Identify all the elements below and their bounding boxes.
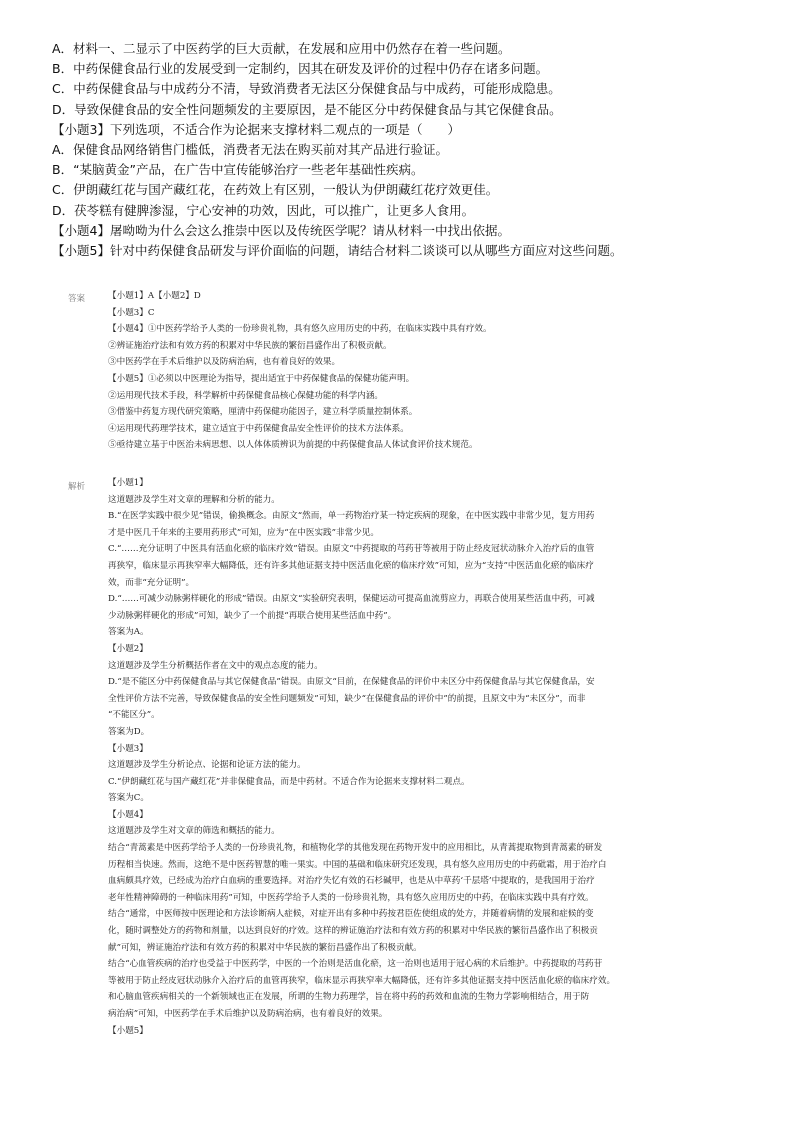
question-line: D．导致保健食品的安全性问题频发的主要原因，是不能区分中药保健食品与其它保健食品。 [52,101,562,117]
analysis-line: 血病颇具疗效，已经成为治疗白血病的重要选择。对治疗失忆有效的石杉碱甲，也是从中草药‘千层塔’中提取的，是我国用于治疗 [108,876,595,887]
answer-line: ②运用现代技术手段，科学解析中药保健食品核心保健功能的科学内涵。 [108,390,384,401]
answer-line: ④运用现代药理学技术，建立适宜于中药保健食品安全性评价的技术方法体系。 [108,423,409,434]
analysis-block [108,475,776,1039]
analysis-line: 【小题5】 [108,1025,148,1036]
analysis-line: 全性评价方法不完善，导致保健食品的安全性问题频发”可知，缺少“在保健食品的评价中”的前提，且原文中为“未区分”，而非 [108,693,586,704]
analysis-line: 才是中医几千年来的主要用药形式”可知，应为“在中医实践”非常少见。 [108,527,379,538]
analysis-line: C.“……充分证明了中医具有活血化瘀的临床疗效”错误。由原文“中药提取的芎药苷等被用于防止经皮冠状动脉介入治疗后的血管 [108,544,595,555]
analysis-line: 这道题涉及学生分析论点、论据和论证方法的能力。 [108,760,306,771]
question-line: D．茯苓糕有健脾渗湿，宁心安神的功效，因此，可以推广，让更多人食用。 [52,202,475,218]
analysis-line: 少动脉粥样硬化的形成”可知，缺少了一个前提“再联合使用某些活血中药”。 [108,610,397,621]
analysis-line: 结合“通常，中医师按中医理论和方法诊断病人症候，对症开出有多种中药按君臣佐使组成的处方，并随着病情的发展和症候的变 [108,909,594,920]
analysis-line: B.“在医学实践中很少见”错误，偷换概念。由原文“然而，单一药物治疗某一特定疾病的现象，在中医实践中非常少见，复方用药 [108,511,595,522]
analysis-line: 答案为C。 [108,793,149,804]
question-line: A．材料一、二显示了中医药学的巨大贡献，在发展和应用中仍然存在着一些问题。 [52,41,511,56]
answer-line: 【小题3】C [108,307,155,318]
analysis-line: 【小题2】 [108,643,148,654]
analysis-line: 效，而非“充分证明”。 [108,577,195,588]
analysis-line: 【小题4】 [108,809,148,820]
analysis-line: 等被用于防止经皮冠状动脉介入治疗后的血管再狭窄，临床显示再狭窄率大幅降低，还有许多其他证据支持中医活血化瘀的临床疗效。 [108,975,616,986]
answer-line: ⑤亟待建立基于中医治未病思想、以人体体质辨识为前提的中药保健食品人体试食评价技术规范。 [108,440,478,451]
analysis-line: 这道题涉及学生分析概括作者在文中的观点态度的能力。 [108,660,323,671]
analysis-line: 这道题涉及学生对文章的理解和分析的能力。 [108,494,280,505]
analysis-line: 历程相当快速。然而，这绝不是中医药智慧的唯一果实。中国的基础和临床研究还发现，具有悠久应用历史的中药砒霜，用于治疗白 [108,859,607,870]
analysis-line: D.“是不能区分中药保健食品与其它保健食品”错误。由原文“目前，在保健食品的评价中未区分中药保健食品与其它保健食品，安 [108,677,595,688]
answer-line: 【小题1】A【小题2】D [108,291,201,301]
analysis-line: 这道题涉及学生对文章的筛选和概括的能力。 [108,826,280,837]
answer-block [108,288,776,454]
analysis-line: 再狭窄，临床显示再狭窄率大幅降低，还有许多其他证据支持中医活血化瘀的临床疗效”可知，应为“支持”中医活血化瘀的临床疗 [108,560,594,571]
analysis-line: 答案为D。 [108,726,150,737]
answer-line: ③中医药学在手术后维护以及防病治病，也有着良好的效果。 [108,357,341,368]
question-line: 【小题5】针对中药保健食品研发与评价面临的问题，请结合材料二谈谈可以从哪些方面应对这些问题。 [52,242,623,258]
analysis-line: 化，随时调整处方的药物和剂量，以达到良好的疗效。这样的辨证施治疗法和有效方药的积累对中华民族的繁衍昌盛作出了积极贡 [108,926,598,937]
analysis-line: 献”可知，辨证施治疗法和有效方药的积累对中华民族的繁衍昌盛作出了积极贡献。 [108,942,422,953]
answer-line: ③借鉴中药复方现代研究策略，厘清中药保健功能因子，建立科学质量控制体系。 [108,407,418,418]
question-line: C．中药保健食品与中成药分不清，导致消费者无法区分保健食品与中成药，可能形成隐患。 [52,81,561,97]
question-line: B．中药保健食品行业的发展受到一定制约，因其在研发及评价的过程中仍存在诸多问题。 [52,61,549,77]
analysis-line: “不能区分”。 [108,710,160,721]
question-line: 【小题4】屠呦呦为什么会这么推崇中医以及传统医学呢？请从材料一中找出依据。 [52,222,510,238]
analysis-label: 解析 [68,482,86,492]
analysis-line: 和心脑血管疾病相关的一个新领域也正在发展，所谓的生物力药理学，旨在将中药的药效和血流的生物力学影响相结合，用于防 [108,992,590,1003]
analysis-line: 【小题3】 [108,743,148,754]
question-block [52,39,772,261]
analysis-line: 老年性精神障碍的一种临床用药”可知，中医药学给予人类的一份珍贵礼物，具有悠久应用历史的中药，在临床实践中具有疗效。 [108,892,594,903]
analysis-line: D.“……可减少动脉粥样硬化的形成”错误。由原文“实验研究表明，保健运动可提高血流剪应力，再联合使用某些活血中药，可减 [108,594,595,605]
answer-label: 答案 [68,294,86,304]
answer-line: 【小题4】①中医药学给予人类的一份珍贵礼物，具有悠久应用历史的中药，在临床实践中具有疗效。 [108,324,492,335]
analysis-line: 病治病”可知，中医药学在手术后维护以及防病治病，也有着良好的效果。 [108,1009,388,1019]
analysis-line: C.“伊朗藏红花与国产藏红花”并非保健食品，而是中药材。不适合作为论据来支撑材料二观点。 [108,776,470,787]
analysis-line: 【小题1】 [108,478,148,488]
question-line: B．“某脑黄金”产品，在广告中宣传能够治疗一些老年基础性疾病。 [52,162,424,178]
question-line: C．伊朗藏红花与国产藏红花，在药效上有区别，一般认为伊朗藏红花疗效更佳。 [52,182,499,198]
analysis-line: 答案为A。 [108,627,149,638]
analysis-line: 结合“青蒿素是中医药学给予人类的一份珍贵礼物，和植物化学的其他发现在药物开发中的应用相比，从青蒿提取物到青蒿素的研发 [108,843,603,854]
question-line: 【小题3】下列选项，不适合作为论据来支撑材料二观点的一项是（ ） [52,121,460,137]
answer-line: 【小题5】①必须以中医理论为指导，提出适宜于中药保健食品的保健功能声明。 [108,373,415,384]
analysis-line: 结合“心血管疾病的治疗也受益于中医药学，中医的一个治则是活血化瘀，这一治则也适用于冠心病的术后维护。中药提取的芎药苷 [108,959,603,970]
question-line: A．保健食品网络销售门槛低，消费者无法在购买前对其产品进行验证。 [52,141,449,157]
answer-line: ②辨证施治疗法和有效方药的积累对中华民族的繁衍昌盛作出了积极贡献。 [108,340,392,351]
